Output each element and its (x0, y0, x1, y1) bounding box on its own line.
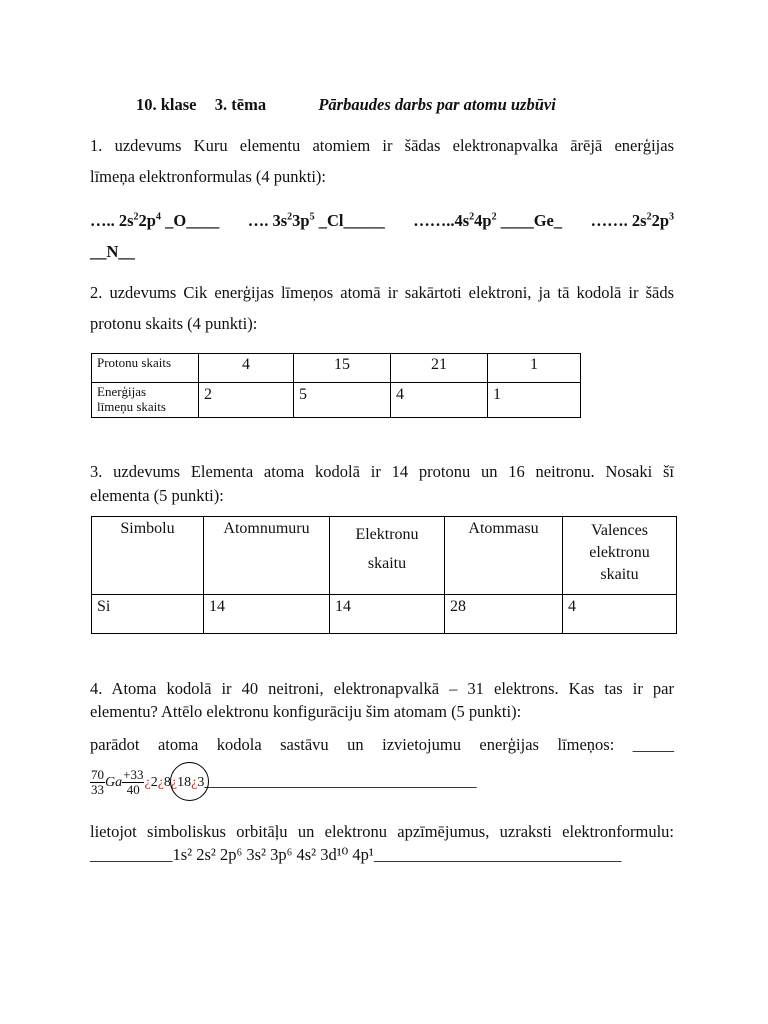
task4-text-line2: elementu? Attēlo elektronu konfigurāciju šim atomam (5 punkti): (90, 702, 522, 721)
table-header: Valences elektronu skaitu (563, 517, 677, 595)
table-row-label: Enerģijas līmeņu skaits (92, 383, 199, 418)
table-header: Atomnumuru (204, 517, 330, 595)
table-cell: 4 (199, 354, 294, 383)
formula-item: ….. $2s^22p^4$ _O____ (90, 211, 220, 230)
table-header: Simbolu (92, 517, 204, 595)
electron-formula: 1s² 2s² 2p⁶ 3s² 3p⁶ 4s² 3d¹⁰ 4p¹ (172, 845, 374, 864)
task4-text-line3: parādot atoma kodola sastāvu un izvietojumu enerģijas līmeņos: _____ (90, 735, 674, 754)
electron-formula-line: __________1s² 2s² 2p⁶ 3s² 3p⁶ 4s² 3d¹⁰ 4p¹______________________________ (90, 845, 622, 864)
task3-text-line1: 3. uzdevums Elementa atoma kodolā ir 14 protonu un 16 neitronu. Nosaki šī (90, 462, 674, 481)
task2-text-line1: 2. uzdevums Cik enerģijas līmeņos atomā ir sakārtoti elektroni, ja tā kodolā ir šāds (90, 283, 674, 302)
table-cell: 5 (294, 383, 391, 418)
table-cell: 4 (391, 383, 488, 418)
table-header: Elektronu skaitu (330, 517, 445, 595)
table-cell: 14 (330, 595, 445, 634)
formula-item: ……. $2s^22p^3$ (590, 211, 674, 230)
table-row-label: Protonu skaits (92, 354, 199, 383)
protons-table (91, 353, 581, 418)
table-cell: 28 (445, 595, 563, 634)
config-blank: _________________________________ (204, 771, 477, 790)
element-table (91, 516, 677, 634)
task1-last-answer: __N__ (90, 242, 135, 261)
task1-formulas (90, 211, 674, 231)
topic-label: 3. tēma (214, 95, 267, 114)
task4-text-line4: lietojot simboliskus orbitāļu un elektronu apzīmējumus, uzraksti elektronformulu: (90, 822, 674, 841)
table-cell: 15 (294, 354, 391, 383)
nuclide-fraction: $\frac{70}{33}$ (91, 766, 104, 797)
table-cell: 14 (204, 595, 330, 634)
electron-configuration: $\frac{70}{33}$ Ga $\frac{+33}{40}$ ¿2¿8¿18¿3_________________________________ (91, 766, 477, 797)
table-cell: 1 (488, 383, 581, 418)
task4-text-line1: 4. Atoma kodolā ir 40 neitroni, elektronapvalkā – 31 elektrons. Kas tas ir par (90, 679, 674, 698)
circle-annotation (170, 762, 209, 801)
table-cell: Si (92, 595, 204, 634)
task3-text-line2: elementa (5 punkti): (90, 486, 224, 505)
formula-item: $\dots\dots..4s^24p^2$ ____Ge_ (413, 211, 563, 230)
class-label: 10. klase (136, 95, 197, 114)
table-header: Atommasu (445, 517, 563, 595)
formula-item: …. $3s^23p^5$ _Cl_____ (247, 211, 385, 230)
table-cell: 2 (199, 383, 294, 418)
task1-text-line2: līmeņa elektronformulas (4 punkti): (90, 167, 326, 186)
table-cell: 21 (391, 354, 488, 383)
task1-text-line1: 1. uzdevums Kuru elementu atomiem ir šādas elektronapvalka ārējā enerģijas (90, 136, 674, 155)
table-cell: 1 (488, 354, 581, 383)
header (136, 95, 556, 115)
element-symbol: Ga (105, 775, 123, 790)
page-title: Pārbaudes darbs par atomu uzbūvi (318, 95, 556, 114)
nucleus-fraction: $\frac{+33}{40}$ (123, 766, 144, 797)
table-cell: 4 (563, 595, 677, 634)
task2-text-line2: protonu skaits (4 punkti): (90, 314, 258, 333)
